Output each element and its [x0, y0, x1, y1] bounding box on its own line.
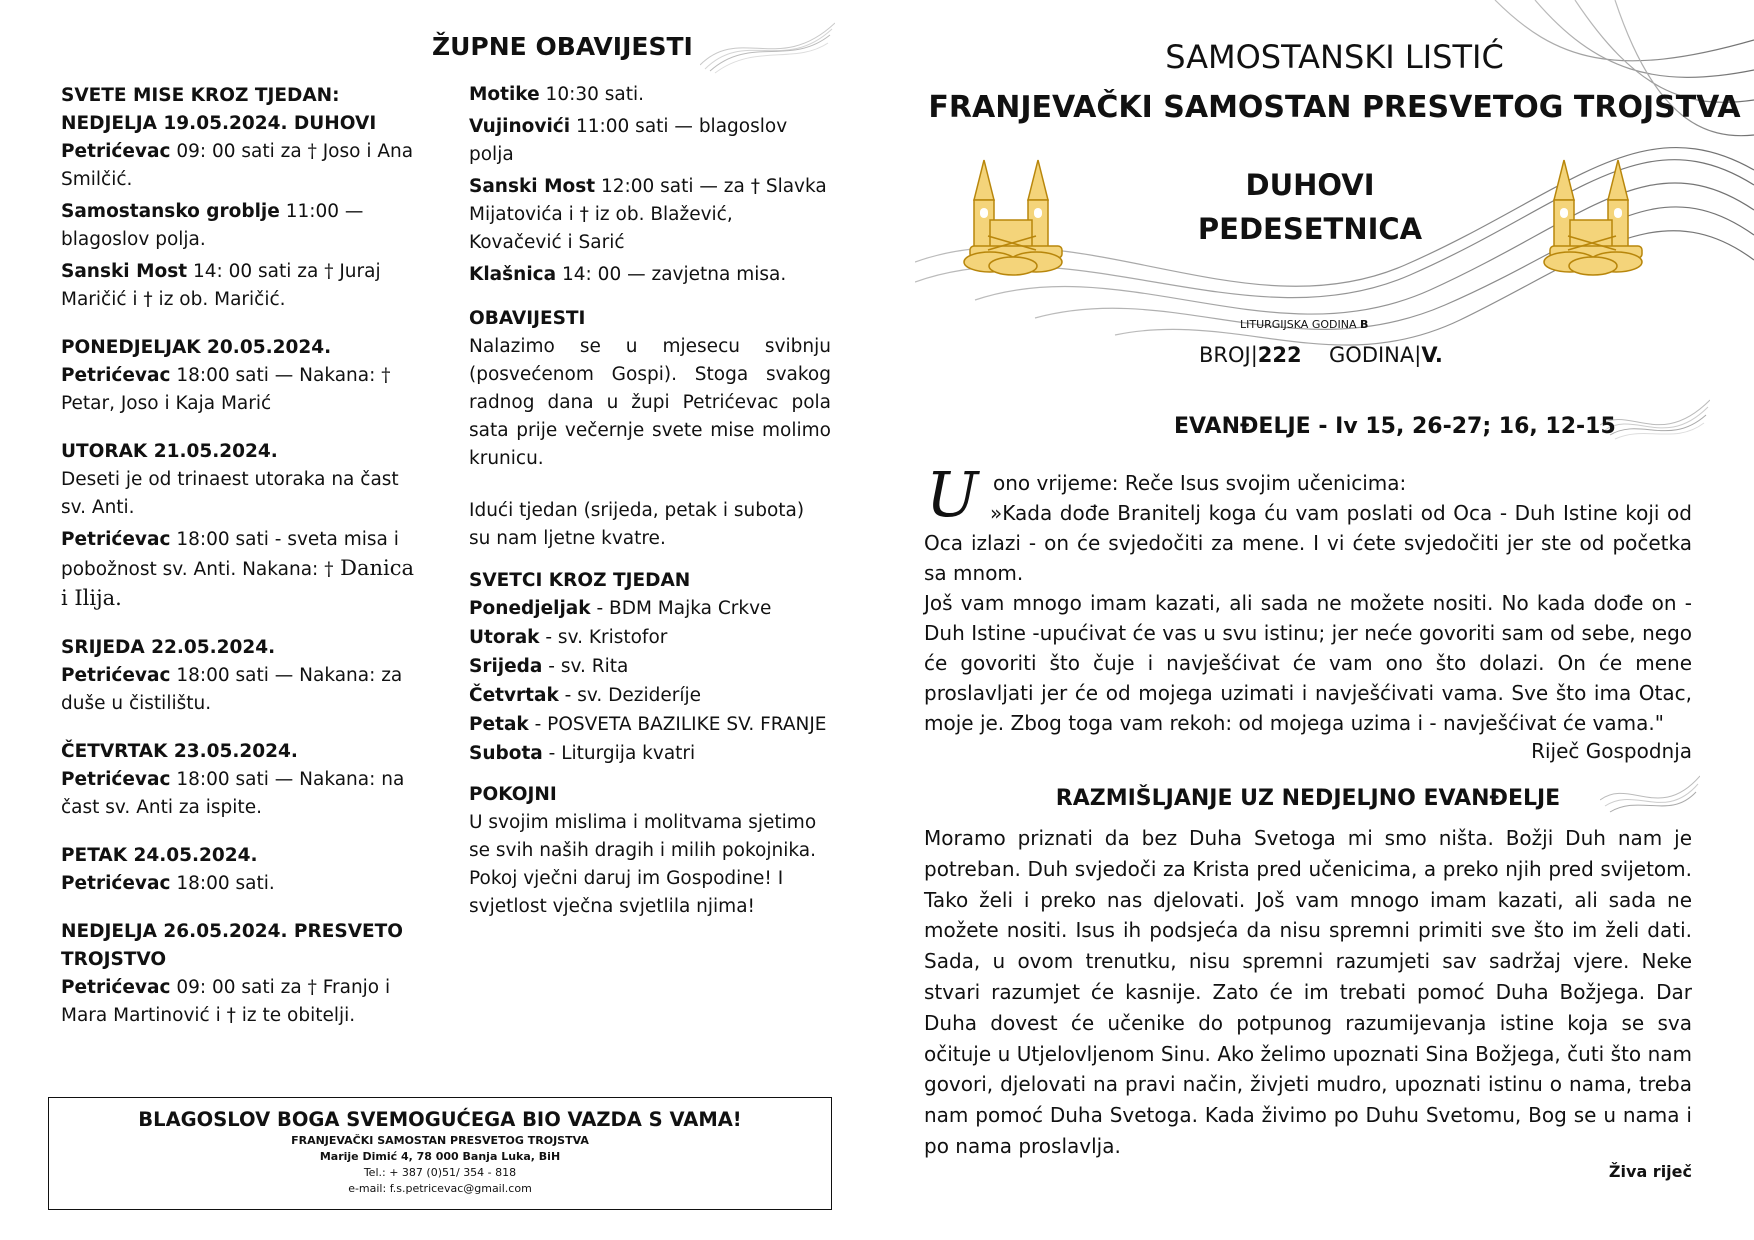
saint-day: Ponedjeljak [469, 598, 591, 619]
feast-title-line2: PEDESETNICA [1197, 212, 1423, 246]
mass-place: Petrićevac [61, 365, 171, 386]
gospel-text-part1: »Kada dođe Branitelj koga ću vam poslati od Oca - Duh Istine koji od Oca izlazi - on će svjedočiti za mene. I vi ćete svjedočiti jer ste od početka sa mnom. [924, 501, 1692, 585]
mass-entry [61, 870, 421, 898]
day-heading: SRIJEDA 22.05.2024. [61, 637, 276, 658]
mass-place: Vujinovići [469, 116, 571, 137]
saint-day: Utorak [469, 627, 540, 648]
saint-item [469, 653, 831, 681]
gospel-closing: Riječ Gospodnja [1531, 739, 1692, 763]
mass-place: Klašnica [469, 264, 557, 285]
mass-intention: Petar, Joso i Kaja Marić [61, 393, 272, 414]
page-title: ŽUPNE OBAVIJESTI [432, 32, 693, 61]
mass-entry [61, 138, 421, 194]
mass-place: Petrićevac [61, 665, 171, 686]
mass-text: 18:00 sati — Nakana: [170, 365, 382, 386]
mass-entry [61, 362, 421, 418]
announcements-paragraph-2: Idući tjedan (srijeda, petak i subota) su nam ljetne kvatre. [469, 500, 805, 549]
saint-item [469, 624, 831, 652]
mass-text: 18:00 sati - sveta misa i pobožnost sv. Anti. Nakana: [61, 529, 399, 580]
mass-place: Sanski Most [469, 176, 596, 197]
mass-text: 12:00 sati — za † Slavka Mijatovića i † iz ob. Blažević, Kovačević i Sarić [469, 176, 827, 253]
mass-entry [469, 113, 831, 169]
saint-name: - Liturgija kvatri [542, 743, 696, 764]
mass-place: Samostansko groblje [61, 201, 280, 222]
cross-icon: † [307, 141, 317, 162]
day-heading: NEDJELJA 19.05.2024. DUHOVI [61, 113, 377, 134]
gospel-first-line: ono vrijeme: Reče Isus svojim učenicima: [993, 471, 1407, 495]
mass-text: 14: 00 sati za [187, 261, 325, 282]
deceased-heading: POKOJNI [469, 784, 557, 805]
mass-place: Petrićevac [61, 977, 171, 998]
mass-entry [61, 466, 421, 522]
mass-place: Petrićevac [61, 769, 171, 790]
monastery-name: FRANJEVAČKI SAMOSTAN PRESVETOG TROJSTVA [928, 90, 1741, 125]
mass-place: Petrićevac [61, 529, 171, 550]
mass-entry [61, 662, 421, 718]
footer-tel: Tel.: + 387 (0)51/ 354 - 818 [363, 1166, 517, 1179]
feast-title-line1: DUHOVI [1245, 168, 1375, 202]
saint-day: Četvrtak [469, 685, 559, 706]
mass-text: 10:30 sati. [539, 84, 644, 105]
mass-text: Deseti je od trinaest utoraka na čast sv. Anti. [61, 469, 399, 518]
liturgical-year-value: B [1359, 318, 1369, 331]
footer-email: e-mail: f.s.petricevac@gmail.com [348, 1182, 532, 1195]
mass-entry [469, 81, 831, 109]
mass-text: 11:00 — blagoslov polja. [61, 201, 364, 250]
saint-name: - sv. Dezideríje [558, 685, 701, 706]
saint-name: - BDM Majka Crkve [590, 598, 772, 619]
newsletter-name: SAMOSTANSKI LISTIĆ [1165, 38, 1504, 76]
announcements-heading: OBAVIJESTI [469, 308, 586, 329]
saint-name: - sv. Kristofor [539, 627, 668, 648]
footer-address: Marije Dimić 4, 78 000 Banja Luka, BiH [319, 1150, 561, 1163]
mid-masses-list [469, 81, 831, 289]
mass-entry [61, 258, 421, 314]
title-swirl-decoration [700, 15, 835, 75]
deceased-text: U svojim mislima i molitvama sjetimo se svih naših dragih i milih pokojnika. Pokoj vječni daruj im Gospodine! I svjetlost vječna svjetlila njima! [469, 812, 817, 917]
footer-box [48, 1097, 832, 1210]
mass-place: Sanski Most [61, 261, 188, 282]
day-heading: ČETVRTAK 23.05.2024. [61, 741, 298, 762]
day-heading: PONEDJELJAK 20.05.2024. [61, 337, 332, 358]
mass-text: 18:00 sati — Nakana: na čast sv. Anti za ispite. [61, 769, 405, 818]
church-logo-icon [1540, 150, 1652, 278]
saint-item [469, 711, 831, 739]
days-list [61, 110, 421, 1030]
day-heading: PETAK 24.05.2024. [61, 845, 258, 866]
issue-line [1199, 343, 1443, 367]
cross-icon: † [307, 977, 317, 998]
mass-place: Petrićevac [61, 141, 171, 162]
mass-intention: Juraj Maričić i † iz ob. Maričić. [61, 261, 381, 310]
reflection-heading: RAZMIŠLJANJE UZ NEDJELJNO EVANĐELJE [1055, 786, 1561, 811]
masses-heading: SVETE MISE KROZ TJEDAN: [61, 85, 340, 106]
cross-icon: † [324, 261, 334, 282]
saint-day: Srijeda [469, 656, 543, 677]
mass-entry [61, 766, 421, 822]
saint-item [469, 595, 831, 623]
issue-number: 222 [1257, 343, 1302, 367]
gospel-heading: EVANĐELJE - Iv 15, 26-27; 16, 12-15 [1174, 414, 1616, 439]
mass-text: 18:00 sati. [170, 873, 275, 894]
mass-place: Petrićevac [61, 873, 171, 894]
cross-icon: † [324, 559, 334, 580]
mass-entry [469, 261, 831, 289]
year-number: V. [1421, 343, 1443, 367]
mass-intention: Franjo i Mara Martinović i † iz te obitelji. [61, 977, 391, 1026]
cross-icon: † [381, 365, 391, 386]
gospel-text-part2: Još vam mnogo imam kazati, ali sada ne možete nositi. No kada dođe on - Duh Istine -upućivat će vas u svu istinu; jer neće govoriti sam od sebe, nego će govoriti što čuje i navješćivat će vam ono što dolazi. On će mene proslavljati jer će od mojega uzimati i navješćivati vama. Sve što ima Otac, moje je. Zbog toga vam rekoh: od mojega uzima i - navješćivat će vama." [924, 591, 1692, 735]
mass-text: 18:00 sati — Nakana: za duše u čistilištu. [61, 665, 403, 714]
saints-heading: SVETCI KROZ TJEDAN [469, 570, 691, 591]
saint-name: - sv. Rita [542, 656, 629, 677]
mass-entry [469, 173, 831, 257]
saint-item [469, 740, 831, 768]
liturgical-year-label: LITURGIJSKA GODINA [1240, 318, 1360, 331]
mass-entry [61, 974, 421, 1030]
announcements-paragraph-1: Nalazimo se u mjesecu svibnju (posvećenom Gospi). Stoga svakog radnog dana u župi Petrićevac pola sata prije večernje svete mise molimo krunicu. [469, 336, 831, 469]
mass-text: 09: 00 sati za [170, 977, 308, 998]
reflection-source: Živa riječ [1608, 1162, 1692, 1181]
saints-list [469, 595, 831, 768]
mass-intention: Danica i Ilija. [61, 556, 414, 610]
saint-name: - POSVETA BAZILIKE SV. FRANJE [528, 714, 827, 735]
saint-day: Petak [469, 714, 529, 735]
reflection-text: Moramo priznati da bez Duha Svetoga mi smo ništa. Božji Duh nam je potreban. Duh svjedoči za Krista pred učenicima, a preko njih pred svijetom. Tako želi i preko nas djelovati. Još vam mnogo imam kazati, ali sada ne možete nositi. Isus ih podsjeća da nisu spremni primiti sve što im želi dati. Sada, u ovom trenutku, nisu spremni razumjeti sav sadržaj vjere. Neke stvari razumjet će kasnije. Zato će im trebati pomoć Duha Božjega. Dar Duha dovest će učenike do potpunog razumijevanja istine koja se sva očituje u Utjelovljenom Sinu. Ako želimo upoznati Sina Božjega, čuti što nam govori, djelovati na pravi način, živjeti mudro, upoznati istinu o nama, treba nam pomoć Duha Svetoga. Kada živimo po Duhu Svetomu, Bog se u nama i po nama proslavlja. [924, 826, 1692, 1158]
mass-text: 09: 00 sati za [170, 141, 308, 162]
mass-place: Motike [469, 84, 540, 105]
mass-entry [61, 526, 421, 614]
mass-intention: Joso i Ana Smilčić. [61, 141, 414, 190]
saint-item [469, 682, 831, 710]
mass-entry [61, 198, 421, 254]
notices-column [469, 81, 831, 925]
issue-label: BROJ| [1199, 343, 1258, 367]
year-label: GODINA| [1329, 343, 1422, 367]
mass-text: 11:00 sati — blagoslov polja [469, 116, 788, 165]
gospel-swirl-decoration [1600, 395, 1710, 455]
mass-text: 14: 00 — zavjetna misa. [556, 264, 787, 285]
masses-column [61, 82, 421, 1034]
liturgical-year [1240, 318, 1368, 331]
gospel-initial: U [926, 458, 979, 531]
church-logo-icon [960, 150, 1072, 278]
footer-blessing: BLAGOSLOV BOGA SVEMOGUĆEGA BIO VAZDA S VAMA! [138, 1108, 742, 1131]
day-heading: NEDJELJA 26.05.2024. PRESVETO TROJSTVO [61, 921, 403, 970]
footer-org: FRANJEVAČKI SAMOSTAN PRESVETOG TROJSTVA [291, 1134, 589, 1147]
saint-day: Subota [469, 743, 543, 764]
day-heading: UTORAK 21.05.2024. [61, 441, 278, 462]
